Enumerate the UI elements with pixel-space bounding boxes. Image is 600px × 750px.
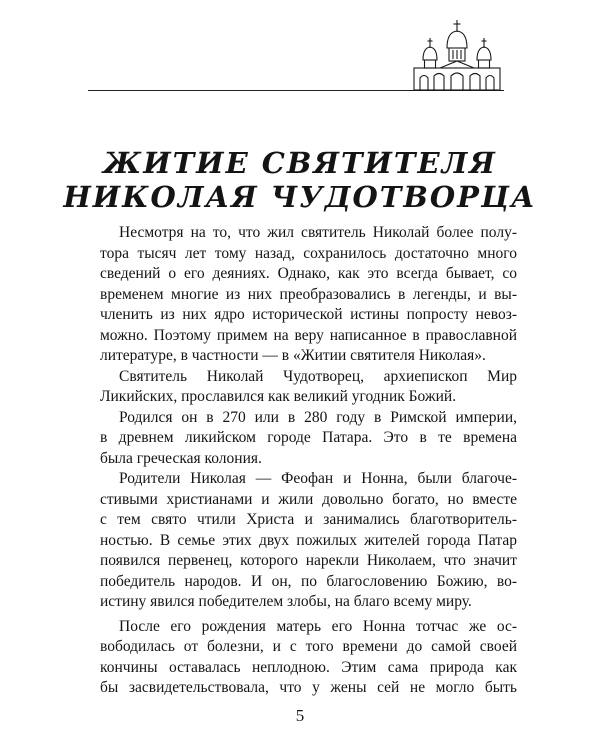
text-line: кончины оставалась неплодною. Этим сама природа как bbox=[100, 658, 517, 676]
text-line: можно. Поэтому примем на веру написанное в православной bbox=[100, 326, 517, 344]
chapter-title-line-2: НИКОЛАЯ ЧУДОТВОРЦА bbox=[63, 180, 537, 214]
text-line: Несмотря на то, что жил святитель Николай более полу- bbox=[119, 224, 517, 241]
text-line: ностью. В семье этих двух пожилых жителей города Патар bbox=[100, 531, 517, 549]
text-line: стивыми христианами и жили довольно богато, но вместе bbox=[100, 490, 517, 508]
text-line: вободилась от болезни, и с того времени до самой своей bbox=[100, 638, 517, 655]
text-line: членить из них ядро исторической истины попросту невоз- bbox=[100, 306, 517, 323]
text-line: тора тысяч лет тому назад, сохранилось достаточно много bbox=[100, 244, 517, 262]
page-number: 5 bbox=[295, 706, 305, 725]
text-line: с тем свято чтили Христа и занимались благотворитель- bbox=[100, 511, 517, 528]
body-text bbox=[100, 223, 517, 699]
text-line: Ликийских, прославился как великий угодник Божий. bbox=[100, 388, 457, 405]
text-line: истину явился победителем злобы, на благо всему миру. bbox=[100, 593, 472, 610]
text-line: Родился он в 270 или в 280 году в Римской империи, bbox=[119, 408, 517, 426]
text-line: появился первенец, которого нарекли Николаем, что значит bbox=[100, 552, 517, 569]
text-line: После его рождения матерь его Нонна тотчас же ос- bbox=[119, 617, 517, 635]
text-line: была греческая колония. bbox=[100, 449, 262, 467]
text-line: Родители Николая — Феофан и Нонна, были благоче- bbox=[119, 470, 517, 487]
text-line: бы засвидетельствовала, что у жены сей не могло быть bbox=[100, 679, 517, 696]
text-line: Святитель Николай Чудотворец, архиепископ Мир bbox=[119, 367, 517, 385]
text-line: победитель народов. И он, по благословению Божию, во- bbox=[100, 572, 517, 590]
text-line: сведений о его деяниях. Однако, как это всегда бывает, со bbox=[100, 265, 517, 282]
text-line: литературе, в частности — в «Житии святителя Николая». bbox=[100, 347, 486, 364]
text-line: в древнем ликийском городе Патара. Это в те времена bbox=[100, 429, 517, 446]
chapter-title-line-1: ЖИТИЕ СВЯТИТЕЛЯ bbox=[103, 146, 497, 180]
text-line: временем многие из них преобразовались в легенды, и вы- bbox=[100, 285, 517, 303]
cathedral-icon bbox=[408, 18, 506, 92]
